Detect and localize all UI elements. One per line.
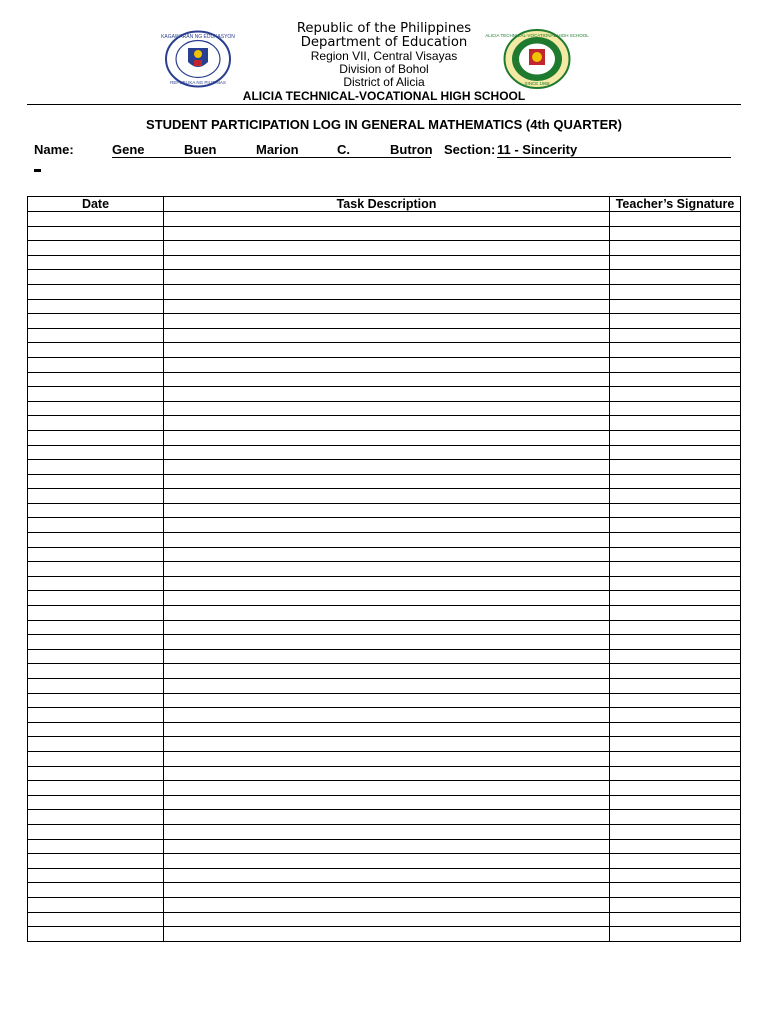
table-row	[28, 824, 741, 839]
name-label: Name:	[34, 142, 74, 157]
date-cell[interactable]	[28, 868, 164, 883]
signature-cell[interactable]	[610, 693, 741, 708]
date-cell[interactable]	[28, 737, 164, 752]
date-cell[interactable]	[28, 270, 164, 285]
task-cell[interactable]	[164, 795, 610, 810]
table-row	[28, 766, 741, 781]
task-cell[interactable]	[164, 401, 610, 416]
signature-cell[interactable]	[610, 547, 741, 562]
date-cell[interactable]	[28, 372, 164, 387]
date-cell[interactable]	[28, 912, 164, 927]
signature-cell[interactable]	[610, 883, 741, 898]
name-underline	[112, 157, 431, 158]
task-cell[interactable]	[164, 474, 610, 489]
date-cell[interactable]	[28, 781, 164, 796]
signature-cell[interactable]	[610, 328, 741, 343]
table-row	[28, 810, 741, 825]
date-cell[interactable]	[28, 839, 164, 854]
task-cell[interactable]	[164, 912, 610, 927]
school-seal-bottom-text: SINCE 1968	[524, 81, 550, 86]
deped-seal-bottom-text: REPUBLIKA NG PILIPINAS	[170, 80, 226, 85]
district-line: District of Alicia	[343, 75, 425, 89]
table-row	[28, 314, 741, 329]
signature-cell[interactable]	[610, 810, 741, 825]
table-row	[28, 854, 741, 869]
date-cell[interactable]	[28, 854, 164, 869]
task-cell[interactable]	[164, 212, 610, 227]
date-cell[interactable]	[28, 445, 164, 460]
task-cell[interactable]	[164, 562, 610, 577]
participation-log-table	[27, 196, 741, 942]
signature-cell[interactable]	[610, 620, 741, 635]
task-cell[interactable]	[164, 416, 610, 431]
table-row	[28, 387, 741, 402]
task-cell[interactable]	[164, 503, 610, 518]
department-line: Department of Education	[300, 35, 468, 50]
task-cell[interactable]	[164, 357, 610, 372]
signature-cell[interactable]	[610, 795, 741, 810]
task-cell[interactable]	[164, 533, 610, 548]
task-cell[interactable]	[164, 927, 610, 942]
school-seal-ring-text: ALICIA TECHNICAL-VOCATIONAL HIGH SCHOOL	[485, 33, 589, 38]
date-cell[interactable]	[28, 314, 164, 329]
task-cell[interactable]	[164, 372, 610, 387]
date-cell[interactable]	[28, 284, 164, 299]
table-row	[28, 883, 741, 898]
table-row	[28, 372, 741, 387]
task-cell[interactable]	[164, 591, 610, 606]
task-cell[interactable]	[164, 255, 610, 270]
task-cell[interactable]	[164, 810, 610, 825]
header-divider	[27, 104, 741, 105]
signature-cell[interactable]	[610, 387, 741, 402]
signature-cell[interactable]	[610, 635, 741, 650]
table-row	[28, 518, 741, 533]
date-cell[interactable]	[28, 503, 164, 518]
signature-cell[interactable]	[610, 533, 741, 548]
table-row	[28, 927, 741, 942]
task-cell[interactable]	[164, 299, 610, 314]
table-row	[28, 270, 741, 285]
table-row	[28, 328, 741, 343]
task-cell[interactable]	[164, 226, 610, 241]
table-row	[28, 839, 741, 854]
name-first: Gene	[112, 142, 145, 157]
table-row	[28, 620, 741, 635]
date-cell[interactable]	[28, 766, 164, 781]
table-row	[28, 606, 741, 621]
table-row	[28, 868, 741, 883]
task-cell[interactable]	[164, 284, 610, 299]
signature-cell[interactable]	[610, 927, 741, 942]
signature-cell[interactable]	[610, 897, 741, 912]
date-cell[interactable]	[28, 547, 164, 562]
task-cell[interactable]	[164, 737, 610, 752]
column-header-task: Task Description	[164, 197, 610, 212]
task-cell[interactable]	[164, 314, 610, 329]
task-cell[interactable]	[164, 445, 610, 460]
signature-cell[interactable]	[610, 606, 741, 621]
table-row	[28, 503, 741, 518]
table-row	[28, 795, 741, 810]
date-cell[interactable]	[28, 357, 164, 372]
date-cell[interactable]	[28, 562, 164, 577]
task-cell[interactable]	[164, 839, 610, 854]
table-row	[28, 416, 741, 431]
date-cell[interactable]	[28, 533, 164, 548]
date-cell[interactable]	[28, 401, 164, 416]
signature-cell[interactable]	[610, 241, 741, 256]
table-row	[28, 664, 741, 679]
signature-cell[interactable]	[610, 270, 741, 285]
date-cell[interactable]	[28, 824, 164, 839]
column-header-date: Date	[28, 197, 164, 212]
task-cell[interactable]	[164, 722, 610, 737]
signature-cell[interactable]	[610, 489, 741, 504]
signature-cell[interactable]	[610, 372, 741, 387]
signature-cell[interactable]	[610, 226, 741, 241]
table-row	[28, 430, 741, 445]
table-row	[28, 708, 741, 723]
task-cell[interactable]	[164, 518, 610, 533]
date-cell[interactable]	[28, 664, 164, 679]
section-value: 11 - Sincerity	[497, 142, 578, 157]
signature-cell[interactable]	[610, 212, 741, 227]
signature-cell[interactable]	[610, 357, 741, 372]
date-cell[interactable]	[28, 883, 164, 898]
signature-cell[interactable]	[610, 912, 741, 927]
table-row	[28, 401, 741, 416]
date-cell[interactable]	[28, 430, 164, 445]
form-title: STUDENT PARTICIPATION LOG IN GENERAL MATHEMATICS (4th QUARTER)	[146, 117, 622, 132]
signature-cell[interactable]	[610, 255, 741, 270]
task-cell[interactable]	[164, 460, 610, 475]
task-cell[interactable]	[164, 547, 610, 562]
date-cell[interactable]	[28, 212, 164, 227]
task-cell[interactable]	[164, 606, 610, 621]
name-last: Butron	[390, 142, 433, 157]
task-cell[interactable]	[164, 489, 610, 504]
signature-cell[interactable]	[610, 576, 741, 591]
table-row	[28, 357, 741, 372]
date-cell[interactable]	[28, 810, 164, 825]
school-name: ALICIA TECHNICAL-VOCATIONAL HIGH SCHOOL	[242, 89, 526, 103]
date-cell[interactable]	[28, 460, 164, 475]
region-line: Region VII, Central Visayas	[310, 49, 458, 63]
signature-cell[interactable]	[610, 314, 741, 329]
table-body	[28, 212, 741, 942]
date-cell[interactable]	[28, 591, 164, 606]
table-row	[28, 474, 741, 489]
task-cell[interactable]	[164, 883, 610, 898]
task-cell[interactable]	[164, 270, 610, 285]
table-row	[28, 751, 741, 766]
date-cell[interactable]	[28, 576, 164, 591]
signature-cell[interactable]	[610, 430, 741, 445]
date-cell[interactable]	[28, 416, 164, 431]
table-row	[28, 489, 741, 504]
date-cell[interactable]	[28, 649, 164, 664]
task-cell[interactable]	[164, 781, 610, 796]
date-cell[interactable]	[28, 795, 164, 810]
signature-cell[interactable]	[610, 868, 741, 883]
task-cell[interactable]	[164, 868, 610, 883]
signature-cell[interactable]	[610, 401, 741, 416]
date-cell[interactable]	[28, 751, 164, 766]
task-cell[interactable]	[164, 693, 610, 708]
task-cell[interactable]	[164, 824, 610, 839]
table-row	[28, 722, 741, 737]
table-row	[28, 533, 741, 548]
date-cell[interactable]	[28, 474, 164, 489]
task-cell[interactable]	[164, 897, 610, 912]
table-row	[28, 781, 741, 796]
date-cell[interactable]	[28, 241, 164, 256]
signature-cell[interactable]	[610, 854, 741, 869]
signature-cell[interactable]	[610, 766, 741, 781]
signature-cell[interactable]	[610, 503, 741, 518]
signature-cell[interactable]	[610, 518, 741, 533]
table-row	[28, 241, 741, 256]
date-cell[interactable]	[28, 255, 164, 270]
date-cell[interactable]	[28, 927, 164, 942]
table-row	[28, 897, 741, 912]
signature-cell[interactable]	[610, 722, 741, 737]
date-cell[interactable]	[28, 635, 164, 650]
date-cell[interactable]	[28, 518, 164, 533]
deped-seal-ring-text: KAGAWARAN NG EDUKASYON	[161, 34, 235, 40]
task-cell[interactable]	[164, 766, 610, 781]
date-cell[interactable]	[28, 343, 164, 358]
date-cell[interactable]	[28, 679, 164, 694]
date-cell[interactable]	[28, 620, 164, 635]
section-underline	[497, 157, 731, 158]
table-row	[28, 445, 741, 460]
table-row	[28, 679, 741, 694]
table-row	[28, 576, 741, 591]
date-cell[interactable]	[28, 299, 164, 314]
signature-cell[interactable]	[610, 649, 741, 664]
task-cell[interactable]	[164, 387, 610, 402]
name-initial: C.	[337, 142, 350, 157]
table-row	[28, 547, 741, 562]
date-cell[interactable]	[28, 722, 164, 737]
task-cell[interactable]	[164, 679, 610, 694]
column-header-signature: Teacher’s Signature	[610, 197, 741, 212]
section-label: Section:	[444, 142, 496, 157]
signature-cell[interactable]	[610, 737, 741, 752]
name-second: Buen	[184, 142, 217, 157]
table-row	[28, 635, 741, 650]
date-cell[interactable]	[28, 387, 164, 402]
republic-line: Republic of the Philippines	[296, 21, 472, 36]
task-cell[interactable]	[164, 620, 610, 635]
task-cell[interactable]	[164, 751, 610, 766]
table-row	[28, 226, 741, 241]
signature-cell[interactable]	[610, 781, 741, 796]
table-row	[28, 255, 741, 270]
task-cell[interactable]	[164, 576, 610, 591]
signature-cell[interactable]	[610, 824, 741, 839]
date-cell[interactable]	[28, 708, 164, 723]
table-row	[28, 737, 741, 752]
table-row	[28, 299, 741, 314]
signature-cell[interactable]	[610, 460, 741, 475]
signature-cell[interactable]	[610, 839, 741, 854]
task-cell[interactable]	[164, 708, 610, 723]
task-cell[interactable]	[164, 635, 610, 650]
signature-cell[interactable]	[610, 445, 741, 460]
school-seal	[485, 29, 589, 89]
date-cell[interactable]	[28, 897, 164, 912]
signature-cell[interactable]	[610, 299, 741, 314]
date-cell[interactable]	[28, 328, 164, 343]
table-row	[28, 591, 741, 606]
table-row	[28, 649, 741, 664]
signature-cell[interactable]	[610, 284, 741, 299]
date-cell[interactable]	[28, 489, 164, 504]
signature-cell[interactable]	[610, 664, 741, 679]
signature-cell[interactable]	[610, 708, 741, 723]
table-row	[28, 343, 741, 358]
date-cell[interactable]	[28, 693, 164, 708]
dash-mark	[34, 169, 41, 172]
signature-cell[interactable]	[610, 679, 741, 694]
signature-cell[interactable]	[610, 474, 741, 489]
signature-cell[interactable]	[610, 751, 741, 766]
signature-cell[interactable]	[610, 562, 741, 577]
task-cell[interactable]	[164, 649, 610, 664]
date-cell[interactable]	[28, 226, 164, 241]
signature-cell[interactable]	[610, 591, 741, 606]
table-row	[28, 284, 741, 299]
division-line: Division of Bohol	[339, 62, 429, 76]
deped-seal	[161, 30, 235, 88]
task-cell[interactable]	[164, 241, 610, 256]
signature-cell[interactable]	[610, 416, 741, 431]
date-cell[interactable]	[28, 606, 164, 621]
signature-cell[interactable]	[610, 343, 741, 358]
task-cell[interactable]	[164, 430, 610, 445]
table-header-row	[28, 197, 741, 212]
task-cell[interactable]	[164, 854, 610, 869]
table-row	[28, 912, 741, 927]
name-middle: Marion	[256, 142, 299, 157]
task-cell[interactable]	[164, 328, 610, 343]
task-cell[interactable]	[164, 664, 610, 679]
table-row	[28, 693, 741, 708]
table-row	[28, 562, 741, 577]
table-row	[28, 212, 741, 227]
task-cell[interactable]	[164, 343, 610, 358]
table-row	[28, 460, 741, 475]
